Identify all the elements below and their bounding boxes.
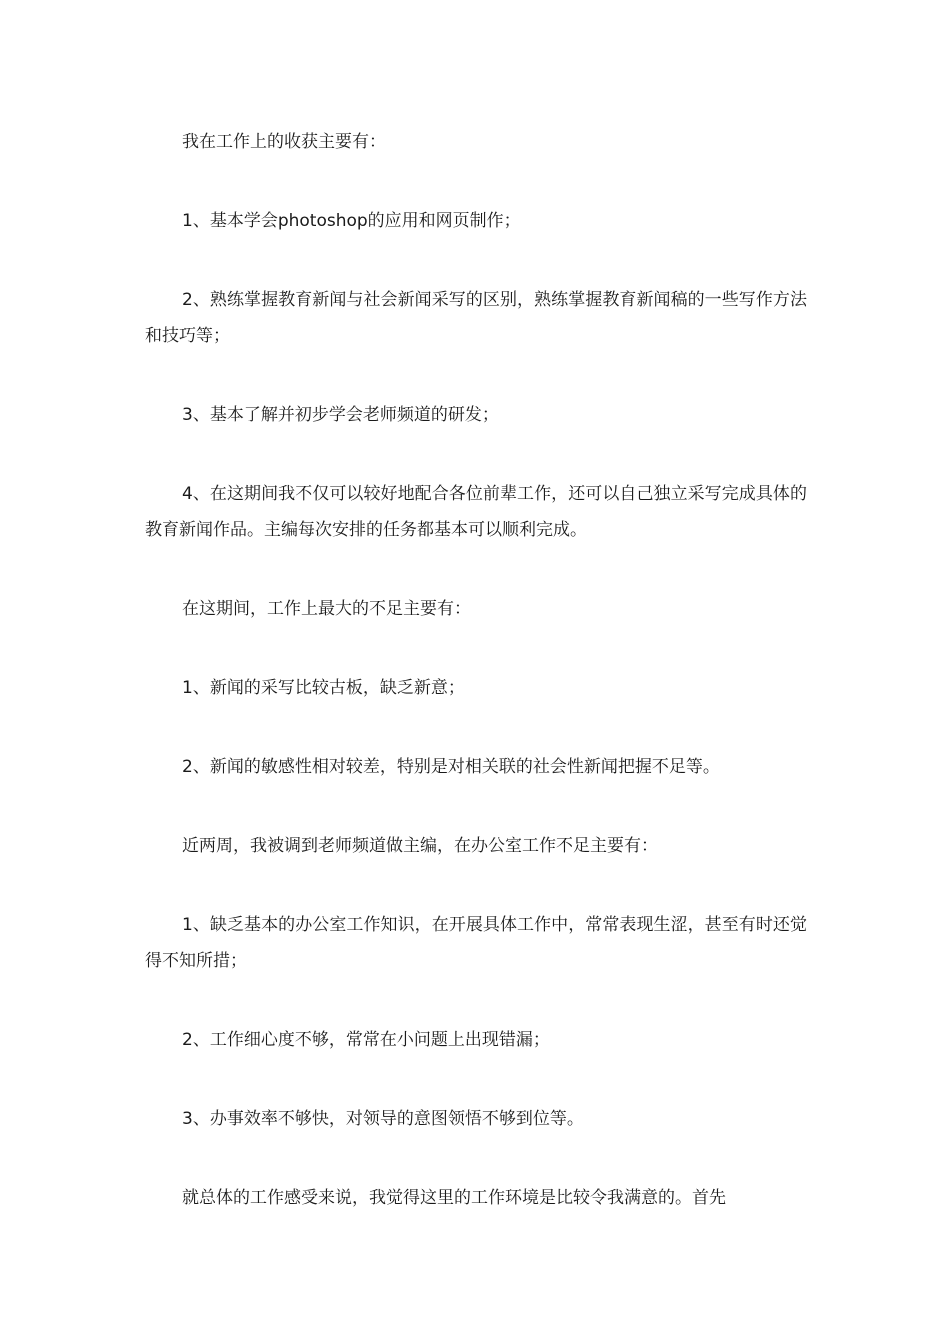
paragraph-shortcoming-1: 1、新闻的采写比较古板，缺乏新意； [182,678,465,698]
paragraph-overall-feeling: 就总体的工作感受来说，我觉得这里的工作环境是比较令我满意的。首先 [182,1188,726,1208]
document-body [145,124,807,1216]
paragraph-office-intro: 近两周，我被调到老师频道做主编，在办公室工作不足主要有： [182,836,658,856]
paragraph-gains-intro: 我在工作上的收获主要有： [182,132,386,152]
paragraph-shortcomings-intro: 在这期间，工作上最大的不足主要有： [182,599,471,619]
paragraph-gain-4: 4、在这期间我不仅可以较好地配合各位前辈工作，还可以自己独立采写完成具体的教育新闻作品。主编每次安排的任务都基本可以顺利完成。 [145,484,807,540]
paragraph-shortcoming-2: 2、新闻的敏感性相对较差，特别是对相关联的社会性新闻把握不足等。 [182,757,720,777]
paragraph-office-1: 1、缺乏基本的办公室工作知识，在开展具体工作中，常常表现生涩，甚至有时还觉得不知所措； [145,915,807,971]
paragraph-gain-2: 2、熟练掌握教育新闻与社会新闻采写的区别，熟练掌握教育新闻稿的一些写作方法和技巧等； [145,290,807,346]
paragraph-office-3: 3、办事效率不够快，对领导的意图领悟不够到位等。 [182,1109,584,1129]
paragraph-gain-1: 1、基本学会photoshop的应用和网页制作； [182,211,521,231]
paragraph-gain-3: 3、基本了解并初步学会老师频道的研发； [182,405,499,425]
paragraph-office-2: 2、工作细心度不够，常常在小问题上出现错漏； [182,1030,550,1050]
